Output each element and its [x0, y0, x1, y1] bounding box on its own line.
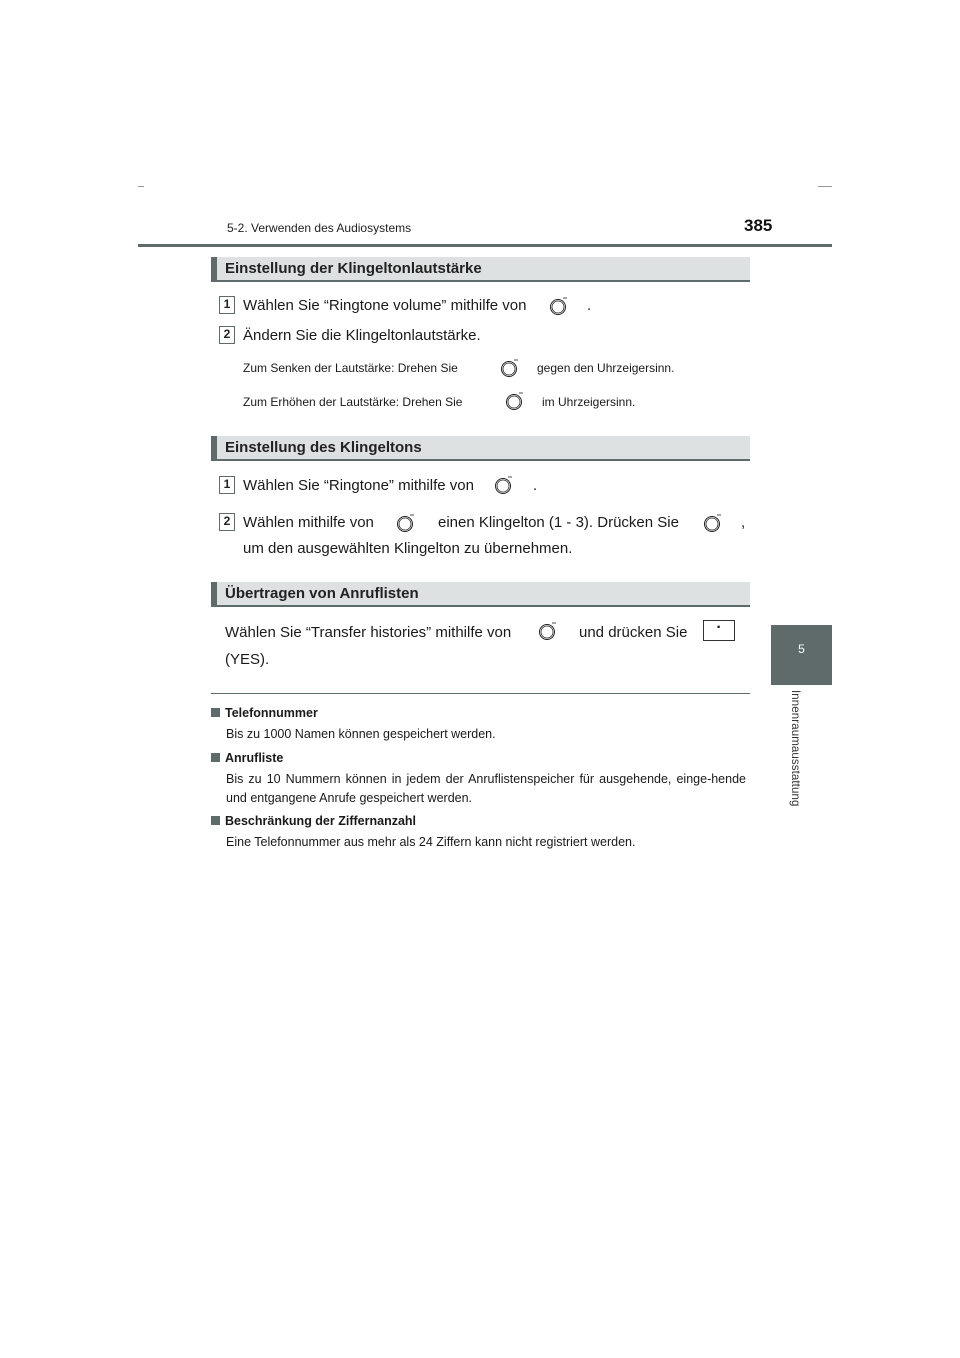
step-badge: 2 [219, 513, 235, 531]
note-text: Bis zu 10 Nummern können in jedem der Anruflistenspeicher für ausgehende, einge-hende und entgangene Anrufe gespeichert werden. [226, 772, 746, 805]
sub-line-text: Zum Senken der Lautstärke: Drehen Sie [243, 361, 458, 375]
page-number: 385 [744, 216, 773, 235]
tune-knob-icon [505, 391, 525, 411]
square-bullet-icon [211, 708, 220, 717]
chapter-label: Innenraumausstattung [789, 690, 801, 807]
step-text: Wählen mithilfe von [243, 514, 374, 531]
dot-button-icon: · [703, 620, 735, 641]
section-heading-text: Einstellung des Klingeltons [225, 439, 422, 456]
chapter-tab [771, 625, 832, 685]
section-heading-ringtone [211, 436, 750, 461]
note-title-text: Telefonnummer [225, 706, 318, 720]
note-text: Eine Telefonnummer aus mehr als 24 Ziffern kann nicht registriert werden. [226, 835, 636, 849]
tune-knob-icon [494, 475, 514, 495]
note-title-text: Beschränkung der Ziffernanzahl [225, 814, 417, 828]
notes-divider [211, 693, 750, 694]
note-title [211, 706, 318, 720]
step-text-middle: einen Klingelton (1 - 3). Drücken Sie [438, 514, 679, 531]
sub-line-text-suffix: gegen den Uhrzeigersinn. [537, 361, 675, 375]
running-header: 5-2. Verwenden des Audiosystems [227, 221, 412, 235]
step-text: Ändern Sie die Klingeltonlautstärke. [243, 327, 481, 344]
chapter-number: 5 [798, 642, 805, 656]
note-title-text: Anrufliste [225, 751, 284, 765]
instruction-text-continuation: (YES). [225, 651, 270, 668]
step-text: Wählen Sie “Ringtone” mithilfe von [243, 477, 474, 494]
step-text-continuation: um den ausgewählten Klingelton zu übernehmen. [243, 540, 573, 557]
square-bullet-icon [211, 816, 220, 825]
tune-knob-icon [396, 513, 416, 533]
square-bullet-icon [211, 753, 220, 762]
tune-knob-icon [549, 296, 569, 316]
step-badge: 1 [219, 476, 235, 494]
step-text: Wählen Sie “Ringtone volume” mithilfe von [243, 297, 527, 314]
section-heading-text: Einstellung der Klingeltonlautstärke [225, 260, 482, 277]
crop-mark-left [138, 186, 144, 187]
step-text-suffix: . [587, 297, 592, 314]
tune-knob-icon [703, 513, 723, 533]
tune-knob-icon [500, 358, 520, 378]
note-title [211, 814, 416, 828]
tune-knob-icon [538, 621, 558, 641]
header-rule [138, 244, 832, 247]
step-text-suffix: . [533, 477, 538, 494]
instruction-text-middle: und drücken Sie [579, 624, 688, 641]
step-badge: 1 [219, 296, 235, 314]
sub-line-text: Zum Erhöhen der Lautstärke: Drehen Sie [243, 395, 463, 409]
step-text-comma: , [741, 514, 746, 531]
step-badge: 2 [219, 326, 235, 344]
sub-line-text-suffix: im Uhrzeigersinn. [542, 395, 636, 409]
note-text: Bis zu 1000 Namen können gespeichert werden. [226, 727, 496, 741]
instruction-text: Wählen Sie “Transfer histories” mithilfe von [225, 624, 512, 641]
section-heading-ringtone-volume [211, 257, 750, 282]
section-heading-transfer-histories [211, 582, 750, 607]
note-title [211, 751, 283, 765]
crop-mark-right [818, 186, 832, 187]
section-heading-text: Übertragen von Anruflisten [225, 585, 419, 602]
